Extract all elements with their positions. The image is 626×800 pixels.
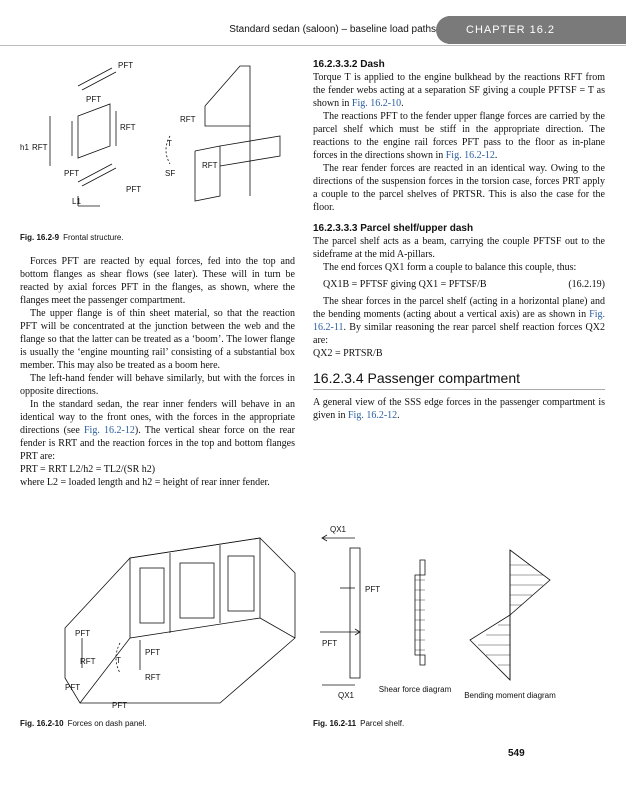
chapter-label: CHAPTER 16.2	[448, 16, 626, 44]
fig9-label: PFT	[118, 61, 134, 70]
fig9-label: PFT	[126, 185, 142, 194]
text-run: .	[397, 410, 400, 421]
fig10-label: PFT	[112, 701, 128, 710]
text-run: The shear forces in the parcel shelf (acting in a horizontal plane) and the bending moments (acting about a vertical axis) are as shown in	[313, 296, 605, 320]
paragraph: The parcel shelf acts as a beam, carrying the couple PFTSF out to the sideframe at the mid A-pillars.	[313, 236, 605, 260]
fig11-caption	[313, 719, 404, 728]
fig9-label: RFT	[120, 123, 136, 132]
shear-force-label: Shear force diagram	[378, 685, 452, 694]
fig11-label: PFT	[322, 639, 338, 648]
running-header: Standard sedan (saloon) – baseline load paths	[229, 24, 436, 35]
text-run: .	[401, 98, 404, 109]
fig9-label: L1	[72, 197, 81, 206]
paragraph	[313, 396, 605, 422]
fig11-caption-number: Fig. 16.2-11	[313, 719, 357, 728]
figure-frontal-structure	[20, 56, 305, 226]
fig9-label: PFT	[86, 95, 102, 104]
fig9-label: h1	[20, 143, 29, 152]
fig11-label: QX1	[330, 525, 347, 534]
paragraph: The left-hand fender will behave similarly, but with the forces in opposite directions.	[20, 373, 295, 397]
paragraph	[20, 398, 295, 463]
text-run: A general view of the SSS edge forces in the passenger compartment is given in	[313, 397, 605, 421]
equation-number: (16.2.19)	[568, 279, 605, 290]
equation: QX2 = PRTSR/B	[313, 348, 383, 359]
figure-link[interactable]: Fig. 16.2-12	[348, 410, 398, 421]
text-run: The reactions PFT to the fender upper flange forces are carried by the parcel shelf which must be stiff in the appropriate direction. The reactions to the engine rail forces PFT pass to the floor as in-plane forces in the directions shown in	[313, 111, 605, 161]
fig11-label: QX1	[338, 691, 355, 700]
fig10-label: T	[116, 656, 121, 665]
text-run: In the standard sedan, the rear inner fenders will behave in an identical way to the front ones, with the forces in the appropriate directions (see	[20, 399, 295, 436]
left-column	[20, 255, 295, 489]
fig10-caption-text: Forces on dash panel.	[67, 719, 147, 728]
section-heading-passenger: 16.2.3.4 Passenger compartment	[313, 370, 521, 386]
fig9-label: RFT	[202, 161, 218, 170]
equation: QX1B = PFTSF giving QX1 = PFTSF/B	[323, 279, 487, 290]
equation-row	[313, 274, 605, 295]
fig10-label: RFT	[145, 673, 161, 682]
figure-parcel-shelf	[310, 520, 610, 715]
header-rule	[0, 45, 626, 46]
paragraph	[313, 110, 605, 162]
paragraph: The upper flange is of thin sheet material, so that the reaction PFT will be concentrated at the junction between the web and the flange so that the latter can be treated as a ‘boom’. The lower flange is usually the ‘engine mounting rail’ consisting of a substantial box member. This may also be treated as a boom here.	[20, 308, 295, 371]
paragraph	[313, 295, 605, 347]
section-heading-dash: 16.2.3.3.2 Dash	[313, 59, 385, 70]
fig9-caption-number: Fig. 16.2-9	[20, 233, 60, 242]
figure-link[interactable]: Fig. 16.2-11	[313, 309, 605, 333]
fig10-label: RFT	[80, 657, 96, 666]
figure-link[interactable]: Fig. 16.2-12	[445, 150, 495, 161]
figure-link[interactable]: Fig. 16.2-12	[83, 425, 135, 436]
text-run: Torque T is applied to the engine bulkhead by the reactions RFT from the fender webs acting at a separation SF giving a couple PFTSF = T as shown in	[313, 72, 605, 109]
equation: PRT = RRT L2/h2 = TL2/(SR h2)	[20, 464, 156, 475]
bending-moment-label: Bending moment diagram	[464, 691, 556, 700]
fig10-caption	[20, 719, 147, 728]
fig10-label: PFT	[65, 683, 81, 692]
fig10-label: PFT	[75, 629, 91, 638]
section-heading-parcel: 16.2.3.3.3 Parcel shelf/upper dash	[313, 223, 474, 234]
figure-dash-panel	[20, 528, 305, 713]
fig9-caption	[20, 233, 124, 242]
fig9-label: SF	[165, 169, 176, 178]
paragraph: The rear fender forces are reacted in an identical way. Owing to the directions of the suspension forces in the torsion case, forces PRT apply a couple to the parcel shelves of PRTSR. This is also the case for the floor.	[313, 163, 605, 213]
paragraph: where L2 = loaded length and h2 = height of rear inner fender.	[20, 477, 270, 488]
paragraph: Forces PFT are reacted by equal forces, fed into the top and bottom flanges as shear flows (see later). These will in turn be reacted by axial forces PFT in the flanges, as shown, where the flanges meet the passenger compartment.	[20, 256, 295, 306]
figure-link[interactable]: Fig. 16.2-10	[351, 98, 402, 109]
fig11-label: PFT	[365, 585, 381, 594]
fig9-caption-text: Frontal structure.	[63, 233, 124, 242]
paragraph	[313, 71, 605, 110]
fig9-label: RFT	[180, 115, 196, 124]
fig9-label: T	[167, 139, 172, 148]
paragraph: The end forces QX1 form a couple to balance this couple, thus:	[323, 262, 577, 273]
fig9-label: PFT	[64, 169, 80, 178]
fig10-label: PFT	[145, 648, 161, 657]
text-run: ). The vertical shear force on the rear fender is RRT and the reaction forces in the top and bottom flanges PRT are:	[20, 425, 295, 462]
section-rule	[313, 389, 605, 390]
right-column	[313, 58, 605, 422]
text-run: . By similar reasoning the rear parcel shelf reaction forces QX2 are:	[313, 322, 605, 346]
fig9-label: RFT	[32, 143, 48, 152]
fig11-caption-text: Parcel shelf.	[360, 719, 405, 728]
page-number: 549	[508, 748, 525, 759]
fig10-caption-number: Fig. 16.2-10	[20, 719, 64, 728]
text-run: .	[494, 150, 498, 161]
